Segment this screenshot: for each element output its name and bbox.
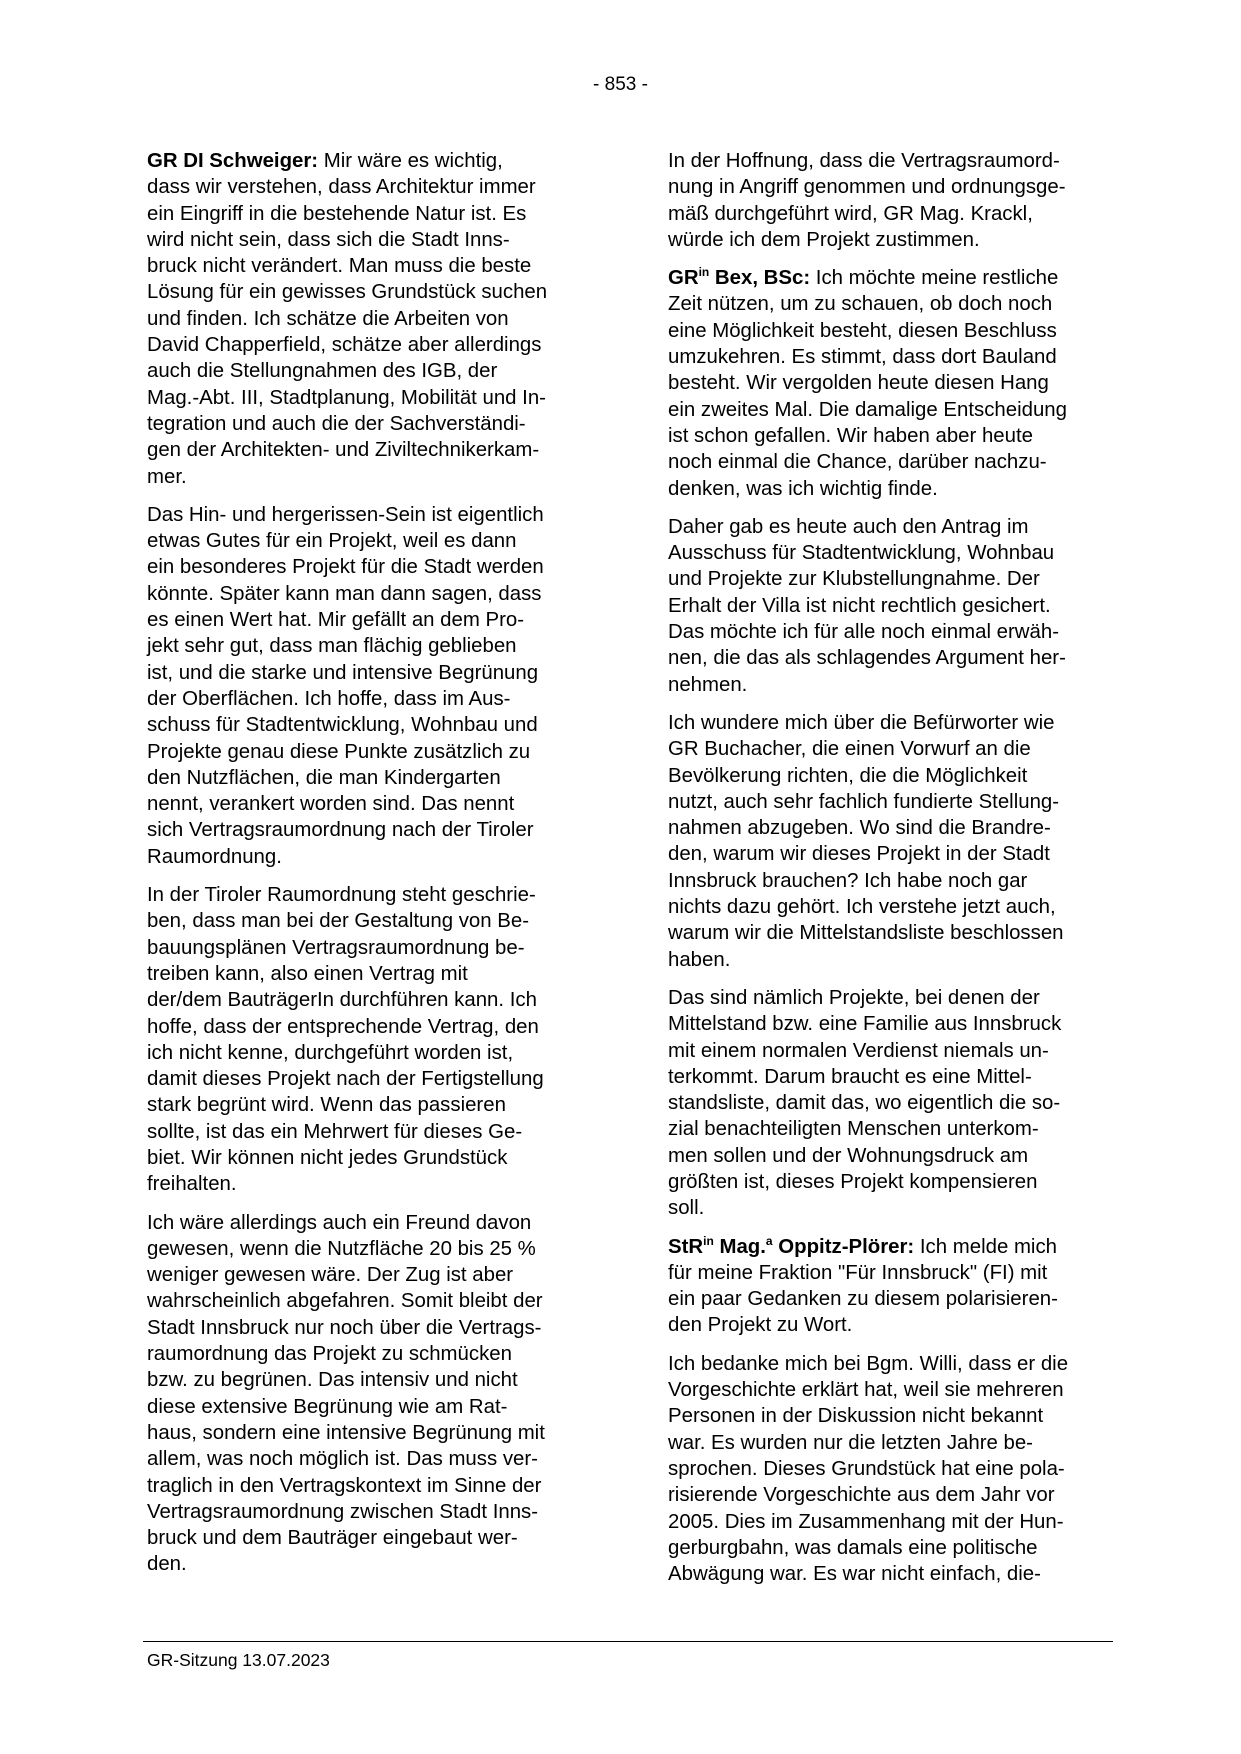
- speaker-surname: Bex, BSc:: [709, 267, 811, 290]
- speaker-degree-suffix: a: [765, 1233, 773, 1248]
- paragraph-schweiger: [147, 148, 597, 490]
- paragraph: In der Tiroler Raumordnung steht geschrie- ben, dass man bei der Gestaltung von Be- bauungsplänen Vertragsraumordnung be- treiben kann, also einen Vertrag mit der/dem BauträgerIn durchführen kann. Ich hoffe, dass der entsprechende Vertrag, den ich nicht kenne, durchgeführt worden ist, damit dieses Projekt nach der Fertigstellung stark begrünt wird. Wenn das passieren sollte, ist das ein Mehrwert für dieses Ge- biet. Wir können nicht jedes Grundstück freihalten.: [147, 884, 544, 1196]
- left-column: [147, 148, 597, 1590]
- speaker-name: [668, 267, 810, 289]
- paragraph: Das Hin- und hergerissen-Sein ist eigentlich etwas Gutes für ein Projekt, weil es dann ein besonderes Projekt für die Stadt werden könnte. Später kann man dann sagen, dass es einen Wert hat. Mir gefällt an dem Pro- jekt sehr gut, dass man flächig geblieben ist, und die starke und intensive Begrünung der Oberflächen. Ich hoffe, dass im Aus- schuss für Stadtentwicklung, Wohnbau und Projekte genau diese Punkte zusätzlich zu den Nutzflächen, die man Kindergarten nennt, verankert worden sind. Das nennt sich Vertragsraumordnung nach der Tiroler Raumordnung.: [147, 503, 544, 868]
- paragraph: Ich wundere mich über die Befürworter wie GR Buchacher, die einen Vorwurf an die Bevölkerung richten, die die Möglichkeit nutzt, auch sehr fachlich fundierte Stellung- nahmen abzugeben. Wo sind die Brandre- den, warum wir dieses Projekt in der Stadt Innsbruck brauchen? Ich habe noch gar nichts dazu gehört. Ich verstehe jetzt auch, warum wir die Mittelstandsliste beschlossen haben.: [668, 711, 1064, 971]
- footer-session-label: GR-Sitzung 13.07.2023: [147, 1650, 330, 1670]
- speaker-degree: Mag.: [713, 1235, 766, 1258]
- speaker-title: StR: [668, 1235, 704, 1258]
- paragraph: Daher gab es heute auch den Antrag im Ausschuss für Stadtentwicklung, Wohnbau und Projekte zur Klubstellungnahme. Der Erhalt der Villa ist nicht rechtlich gesichert. Das möchte ich für alle noch einmal erwäh- nen, die das als schlagendes Argument her- nehmen.: [668, 515, 1066, 696]
- paragraph: In der Hoffnung, dass die Vertragsraumord- nung in Angriff genommen und ordnungsge- mäß durchgeführt wird, GR Mag. Krackl, würde ich dem Projekt zustimmen.: [668, 150, 1066, 251]
- page-number: - 853 -: [593, 74, 648, 95]
- speaker-title-suffix: in: [703, 1233, 714, 1248]
- paragraph: Ich bedanke mich bei Bgm. Willi, dass er die Vorgeschichte erklärt hat, weil sie mehreren Personen in der Diskussion nicht bekannt war. Es wurden nur die letzten Jahre be- sprochen. Dieses Grundstück hat eine pola- risierende Vorgeschichte aus dem Jahr vor 2005. Dies im Zusammenhang mit der Hun- gerburgbahn, was damals eine politische Abwägung war. Es war nicht einfach, die-: [668, 1352, 1069, 1586]
- paragraph-text: Ich möchte meine restliche Zeit nützen, um zu schauen, ob doch noch eine Möglichkeit besteht, diesen Beschluss umzukehren. Es stimmt, dass dort Bauland besteht. Wir vergolden heute diesen Hang ein zweites Mal. Die damalige Entscheidung ist schon gefallen. Wir haben aber heute noch einmal die Chance, darüber nachzu- denken, was ich wichtig finde.: [668, 267, 1067, 500]
- footer-divider: [143, 1641, 1113, 1642]
- paragraph-oppitz-ploerer: [668, 1234, 1118, 1339]
- speaker-name: GR DI Schweiger:: [147, 150, 319, 172]
- paragraph-bex: [668, 265, 1118, 502]
- right-column: [668, 148, 1118, 1599]
- paragraph: Ich wäre allerdings auch ein Freund davon gewesen, wenn die Nutzfläche 20 bis 25 % weniger gewesen wäre. Der Zug ist aber wahrscheinlich abgefahren. Somit bleibt der Stadt Innsbruck nur noch über die Vertrags- raumordnung das Projekt zu schmücken bzw. zu begrünen. Das intensiv und nicht diese extensive Begrünung wie am Rat- haus, sondern eine intensive Begrünung mit allem, was noch möglich ist. Das muss ver- traglich in den Vertragskontext im Sinne der Vertragsraumordnung zwischen Stadt Inns- bruck und dem Bauträger eingebaut wer- den.: [147, 1211, 545, 1576]
- speaker-title-suffix: in: [698, 265, 710, 280]
- paragraph: Das sind nämlich Projekte, bei denen der Mittelstand bzw. eine Familie aus Innsbruck mit einem normalen Verdienst niemals un- terkommt. Darum braucht es eine Mittel- standsliste, damit das, wo eigentlich die so- zial benachteiligten Menschen unterkom- men sollen und der Wohnungsdruck am größten ist, dieses Projekt kompensieren soll.: [668, 986, 1062, 1220]
- speaker-surname: Oppitz-Plörer:: [772, 1235, 915, 1258]
- speaker-name: [668, 1233, 915, 1258]
- speaker-title: GR: [668, 267, 699, 290]
- paragraph-text: Ich melde mich für meine Fraktion "Für Innsbruck" (FI) mit ein paar Gedanken zu diesem polarisieren- den Projekt zu Wort.: [668, 1235, 1058, 1337]
- paragraph-text: Mir wäre es wichtig, dass wir verstehen, dass Architektur immer ein Eingriff in die bestehende Natur ist. Es wird nicht sein, dass sich die Stadt Inns- bruck nicht verändert. Man muss die beste Lösung für ein gewisses Grundstück suchen und finden. Ich schätze die Arbeiten von David Chapperfield, schätze aber allerdings auch die Stellungnahmen des IGB, der Mag.-Abt. III, Stadtplanung, Mobilität und In- tegration und auch die der Sachverständi- gen der Architekten- und Ziviltechnikerkam- mer.: [147, 150, 548, 488]
